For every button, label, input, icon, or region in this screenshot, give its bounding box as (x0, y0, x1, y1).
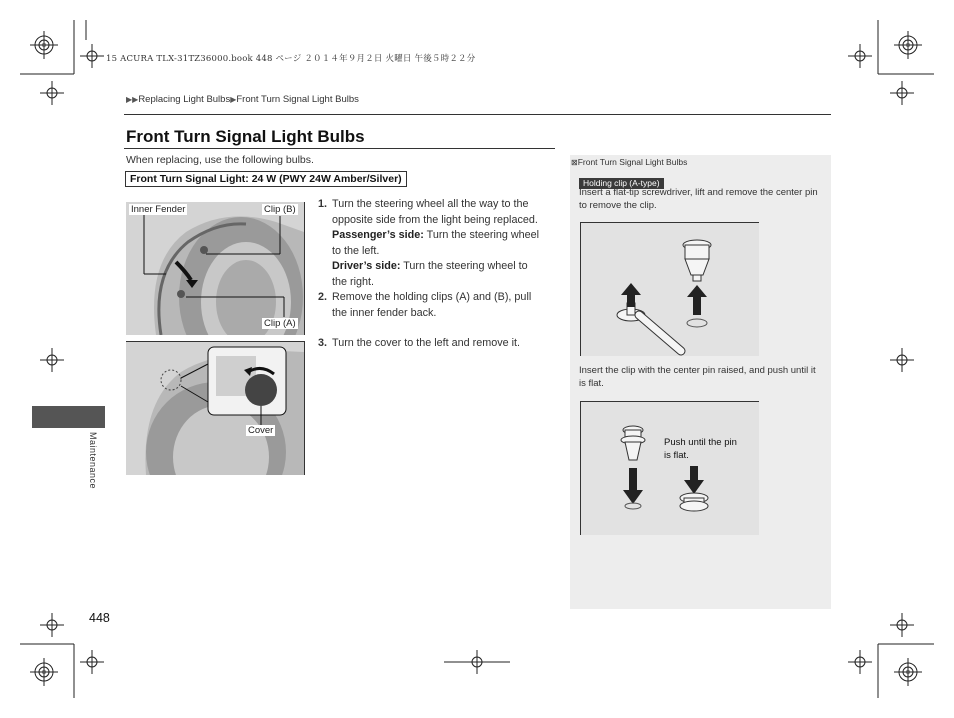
sidebar-text-1: Insert a flat-tip screwdriver, lift and remove the center pin to remove the clip. (579, 187, 818, 211)
fender-illustration (126, 202, 304, 335)
instruction-steps (318, 197, 563, 352)
clip-removal-figure (580, 222, 759, 356)
title-rule (124, 148, 555, 149)
callout-clip-b: Clip (B) (264, 204, 296, 215)
bulb-spec-box: Front Turn Signal Light: 24 W (PWY 24W Amber/Silver) (125, 171, 407, 187)
clip-insert-illustration (581, 402, 759, 535)
page-number: 448 (89, 611, 110, 625)
print-header: 15 ACURA TLX-31TZ36000.book 448 ページ ２０１４年９月２日 火曜日 午後５時２２分 (106, 54, 476, 64)
clip-insert-figure (580, 401, 759, 535)
maintenance-tab[interactable] (32, 406, 105, 428)
holding-clip-tag: Holding clip (A-type) (579, 178, 664, 189)
section-title: Front Turn Signal Light Bulbs (126, 127, 365, 146)
step-2: 2. Remove the holding clips (A) and (B), pull the inner fender back. (318, 291, 532, 319)
callout-clip-a: Clip (A) (264, 318, 296, 329)
sidebar-title: ⊠Front Turn Signal Light Bulbs (571, 157, 688, 167)
reference-icon: ⊠ (571, 158, 578, 167)
callout-cover: Cover (248, 425, 274, 436)
breadcrumb-item-1[interactable]: Replacing Light Bulbs (138, 94, 231, 105)
inner-fender-figure (126, 202, 305, 335)
callout-inner-fender: Inner Fender (131, 204, 186, 215)
breadcrumb-arrow-icon: ▶ (230, 95, 237, 104)
side-tab-label: Maintenance (88, 432, 98, 490)
push-label: Push until the pin is flat. (664, 437, 737, 461)
intro-text: When replacing, use the following bulbs. (126, 154, 314, 166)
clip-removal-illustration (581, 223, 759, 356)
sidebar-text-2: Insert the clip with the center pin raised, and push until it is flat. (579, 365, 816, 389)
breadcrumb (126, 94, 359, 105)
breadcrumb-arrow-icon: ▶▶ (126, 95, 139, 104)
cover-figure (126, 341, 305, 475)
header-rule (124, 114, 831, 115)
step-1: 1. Turn the steering wheel all the way to the opposite side from the light being replaced. Passenger’s side: Turn the steering wheel to the left. Driver’s side: Turn the steering wheel to the right. (318, 198, 540, 288)
step-3: 3. Turn the cover to the left and remove it. (318, 337, 521, 349)
cover-illustration (126, 342, 304, 475)
sidebar-panel (570, 155, 831, 609)
breadcrumb-item-2[interactable]: Front Turn Signal Light Bulbs (236, 94, 359, 105)
